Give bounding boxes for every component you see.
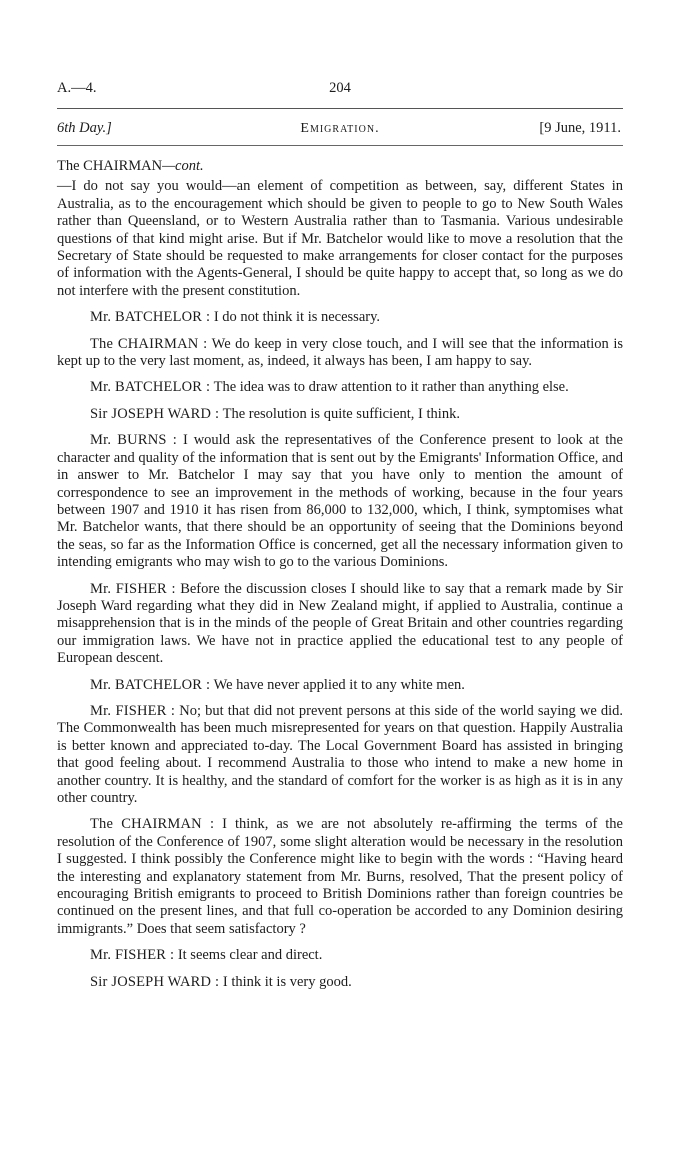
speaker-name: Mr. FISHER : <box>90 947 175 964</box>
continuation-suffix: —cont. <box>162 158 204 174</box>
paragraph <box>57 336 623 371</box>
paragraph-text: We have never applied it to any white men. <box>213 676 465 693</box>
paragraph <box>57 677 623 694</box>
paragraph <box>57 816 623 938</box>
paragraph-text: —I do not say you would—an element of competition as between, say, different States in Australia, as to the encouragement which should be given to people to go to New South Wales rather than Queensland, or to Western Australia rather than to Tasmania. Various undesirable questions of that kind might arise. But if Mr. Batchelor would like to move a resolution that the Secretary of State should be requested to make arrangements for closer contact for the purposes of information with the Agents-General, I should be quite happy to accept that, so long as we do not interfere with the present constitution. <box>57 178 623 299</box>
document-code: A.—4. <box>57 80 97 96</box>
running-header <box>57 120 623 140</box>
paragraph-text: I do not think it is necessary. <box>213 309 381 326</box>
section-title: Emigration. <box>300 121 380 136</box>
paragraph-text: Before the discussion closes I should like to say that a remark made by Sir Joseph Ward regarding what they did in New Zealand might, if applied to Australia, continue a misapprehension that is in the minds of the people of Great Britain and other countries regarding our immigration laws. We have not in practice applied the educational test to any people of European descent. <box>57 580 624 667</box>
speaker-name: Mr. FISHER : <box>90 580 176 597</box>
speaker-name: Sir JOSEPH WARD : <box>90 405 220 422</box>
paragraph <box>57 406 623 423</box>
paragraph-text: I think it is very good. <box>222 973 352 990</box>
header-rule <box>57 108 623 109</box>
paragraph <box>57 432 623 571</box>
continuation-speaker: The CHAIRMAN <box>57 158 163 174</box>
paragraph-text: It seems clear and direct. <box>177 947 323 964</box>
paragraph-text: I think, as we are not absolutely re-affirming the terms of the resolution of the Conference of 1907, some slight alteration would be necessary in the resolution I suggested. I think possibly the Conference might like to begin with the words : “Having heard the interesting and explanatory statement from Mr. Burns, resolved, That the present policy of encouraging British emigrants to proceed to British Dominions rather than foreign countries be continued on the present lines, and that full co-operation be accorded to any Dominion desiring immigrants.” Does that seem satisfactory ? <box>57 816 623 937</box>
paragraph-text: The resolution is quite sufficient, I think. <box>222 405 460 422</box>
paragraph <box>57 703 623 807</box>
speaker-name: Mr. BURNS : <box>90 432 177 449</box>
paragraph-text: The idea was to draw attention to it rather than anything else. <box>213 379 569 396</box>
page-number: 204 <box>329 80 351 96</box>
transcript-body <box>57 158 623 1000</box>
paragraph-text: I would ask the representatives of the Conference present to look at the character and quality of the information that is sent out by the Emigrants' Information Office, and in answer to Mr. Batchelor I may say that you have only to mention the amount of correspondence to see an improvement in the methods of working, because in the four years between 1907 and 1910 it has risen from 86,000 to 132,000, which, I think, symptomises what Mr. Batchelor wants, that there should be an opportunity of seeing that the Dominions beyond the seas, so far as the Information Office is concerned, get all the necessary information given to intending emigrants who may wish to go to the various Dominions. <box>57 432 623 571</box>
paragraph <box>57 379 623 396</box>
speaker-name: Sir JOSEPH WARD : <box>90 973 220 990</box>
paragraph <box>57 178 623 300</box>
speaker-name: Mr. BATCHELOR : <box>90 309 211 326</box>
speaker-name: The CHAIRMAN : <box>90 335 208 352</box>
paragraph <box>57 309 623 326</box>
paragraph <box>57 947 623 964</box>
date-label: [9 June, 1911. <box>539 120 621 136</box>
paragraph <box>57 974 623 991</box>
continuation-line <box>57 158 623 175</box>
speaker-name: The CHAIRMAN : <box>90 816 215 833</box>
header-rule-lower <box>57 145 623 146</box>
page-header <box>57 80 623 100</box>
paragraph-text: We do keep in very close touch, and I will see that the information is kept up to the very last moment, as, indeed, it always has been, I am happy to say. <box>57 335 623 370</box>
day-label: 6th Day.] <box>57 120 112 136</box>
speaker-name: Mr. FISHER : <box>90 702 176 719</box>
speaker-name: Mr. BATCHELOR : <box>90 676 211 693</box>
speaker-name: Mr. BATCHELOR : <box>90 379 211 396</box>
paragraph-text: No; but that did not prevent persons at this side of the world saying we did. The Commonwealth has been much misrepresented for years on that question. Happily Australia is better known and appreciated to-day. The Local Government Board has assisted in bringing that good feeling about. I recommend Australia to those who intend to make a new home in another country. It is healthy, and the standard of comfort for the worker is as high as it is in any other country. <box>57 702 624 806</box>
paragraph <box>57 581 623 668</box>
